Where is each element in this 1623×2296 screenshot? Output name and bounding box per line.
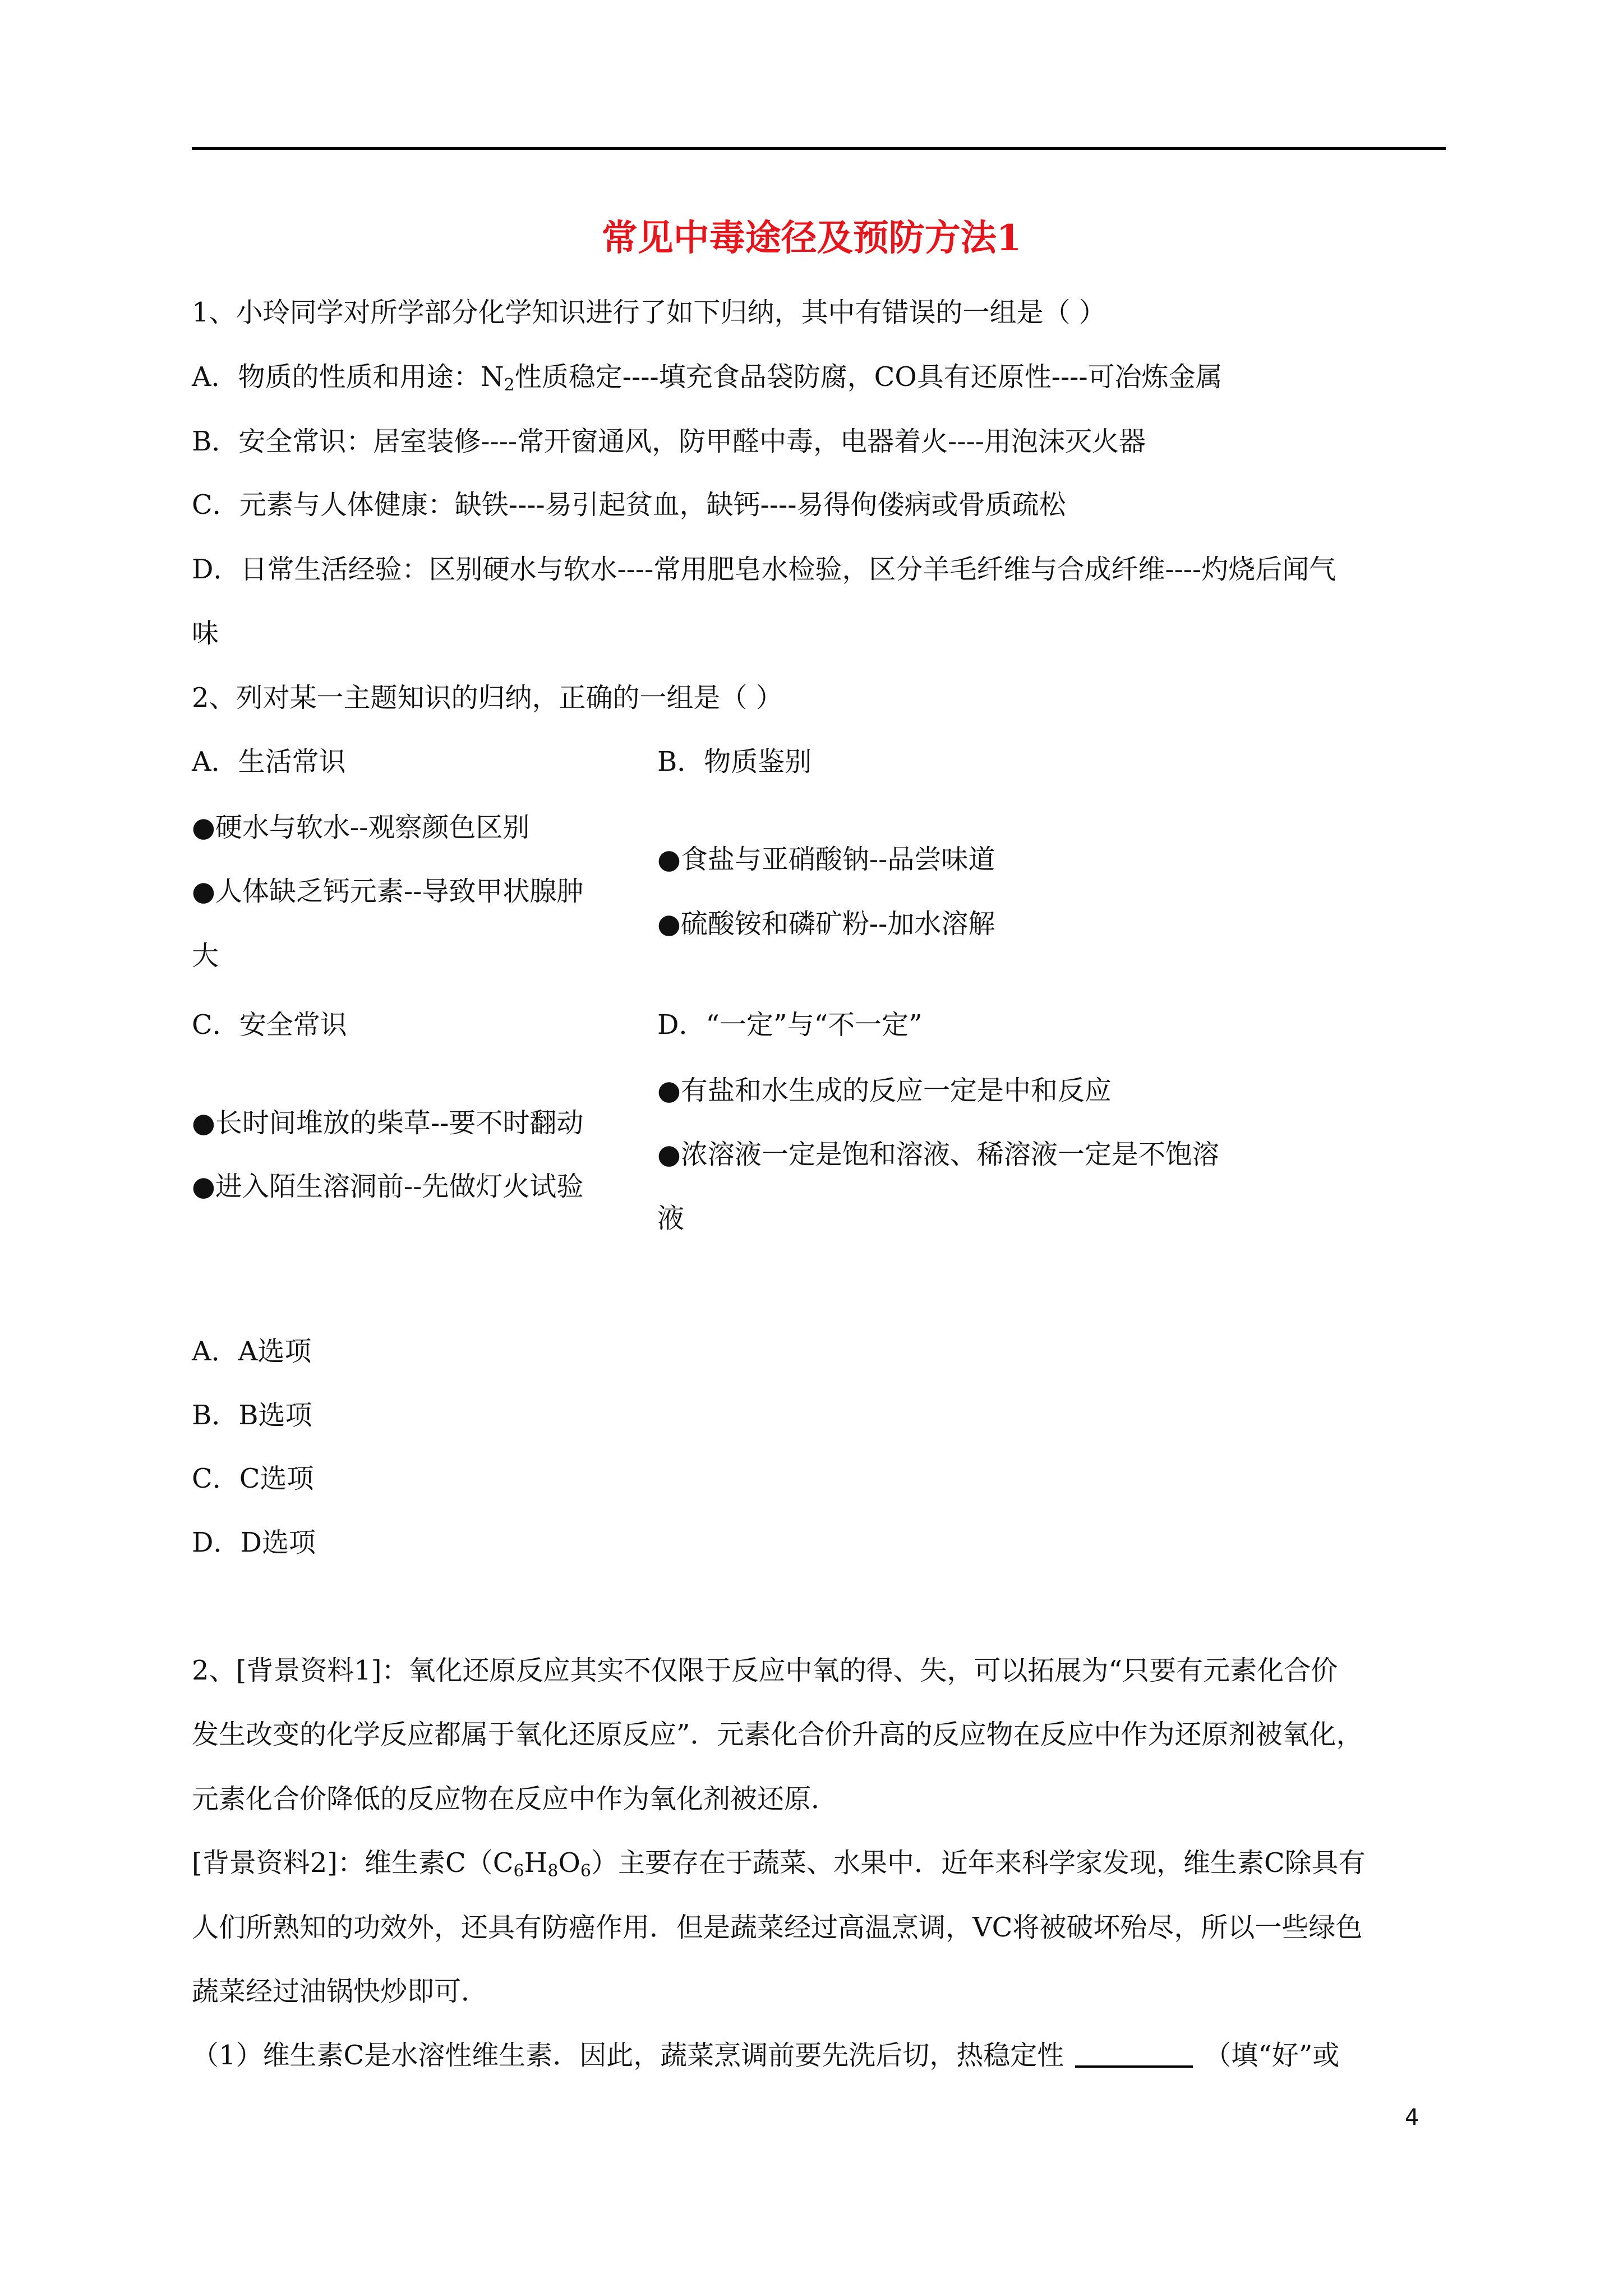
q1-option-c: C．元素与人体健康：缺铁----易引起贫血，缺钙----易得佝偻病或骨质疏松 xyxy=(192,489,1066,521)
q2-d-item2-cont: 液 xyxy=(657,1203,685,1234)
q3-bg1-line3: 元素化合价降低的反应物在反应中作为氧化剂被还原． xyxy=(192,1783,838,1815)
q2-a-item2-cont: 大 xyxy=(192,940,219,972)
q3-sub1: （1）维生素C是水溶性维生素．因此，蔬菜烹调前要先洗后切，热稳定性 （填“好”或 xyxy=(192,2040,1340,2071)
q2-choice-a: A．A选项 xyxy=(192,1336,312,1367)
q1-option-d-line1: D．日常生活经验：区别硬水与软水----常用肥皂水检验，区分羊毛纤维与合成纤维----灼烧后闻气 xyxy=(192,554,1336,585)
q2-c-item1: ●长时间堆放的柴草--要不时翻动 xyxy=(192,1107,584,1139)
q1-option-d-line2: 味 xyxy=(192,618,219,649)
page-title: 常见中毒途径及预防方法1 xyxy=(601,217,1022,259)
q3-bg2-line3: 蔬菜经过油锅快炒即可． xyxy=(192,1976,488,2007)
q1-option-a: A．物质的性质和用途：$N_2$性质稳定----填充食品袋防腐，CO具有还原性----可冶炼金属 xyxy=(192,361,1223,395)
q3-bg1-line2: 发生改变的化学反应都属于氧化还原反应”．元素化合价升高的反应物在反应中作为还原剂被氧化， xyxy=(192,1719,1363,1750)
q2-c-heading: C．安全常识 xyxy=(192,1009,347,1041)
page-number: 4 xyxy=(1405,2105,1419,2131)
q2-stem: 2、列对某一主题知识的归纳，正确的一组是（ ） xyxy=(192,682,783,714)
q3-bg1-line1: 2、[背景资料1]：氧化还原反应其实不仅限于反应中氧的得、失，可以拓展为“只要有元素化合价 xyxy=(192,1655,1338,1686)
q1-stem: 1、小玲同学对所学部分化学知识进行了如下归纳，其中有错误的一组是（ ） xyxy=(192,297,1106,328)
q2-d-item1: ●有盐和水生成的反应一定是中和反应 xyxy=(657,1075,1112,1106)
header-rule xyxy=(192,147,1446,150)
q2-choice-d: D．D选项 xyxy=(192,1527,316,1558)
q3-bg2-line1: [背景资料2]：维生素$C(C_6H_8O_6)$主要存在于蔬菜、水果中．近年来科学家发现，维生素C除具有 xyxy=(192,1847,1366,1881)
q2-choice-c: C．C选项 xyxy=(192,1463,314,1494)
q2-d-item2: ●浓溶液一定是饱和溶液、稀溶液一定是不饱溶 xyxy=(657,1139,1219,1170)
q2-b-heading: B．物质鉴别 xyxy=(657,746,812,777)
q2-a-item1: ●硬水与软水--观察颜色区别 xyxy=(192,812,530,843)
q3-bg2-line2: 人们所熟知的功效外，还具有防癌作用．但是蔬菜经过高温烹调，VC将被破坏殆尽，所以一些绿色 xyxy=(192,1912,1363,1943)
q2-a-heading: A．生活常识 xyxy=(192,746,346,777)
q2-a-item2: ●人体缺乏钙元素--导致甲状腺肿 xyxy=(192,876,584,907)
q2-b-item2: ●硫酸铵和磷矿粉--加水溶解 xyxy=(657,908,995,940)
q1-option-b: B．安全常识：居室装修----常开窗通风，防甲醛中毒，电器着火----用泡沫灭火器 xyxy=(192,426,1146,457)
q2-c-item2: ●进入陌生溶洞前--先做灯火试验 xyxy=(192,1171,584,1202)
answer-blank[interactable] xyxy=(1075,2041,1193,2068)
q2-b-item1: ●食盐与亚硝酸钠--品尝味道 xyxy=(657,844,995,875)
q2-choice-b: B．B选项 xyxy=(192,1400,312,1431)
q2-d-heading: D．“一定”与“不一定” xyxy=(657,1009,923,1041)
